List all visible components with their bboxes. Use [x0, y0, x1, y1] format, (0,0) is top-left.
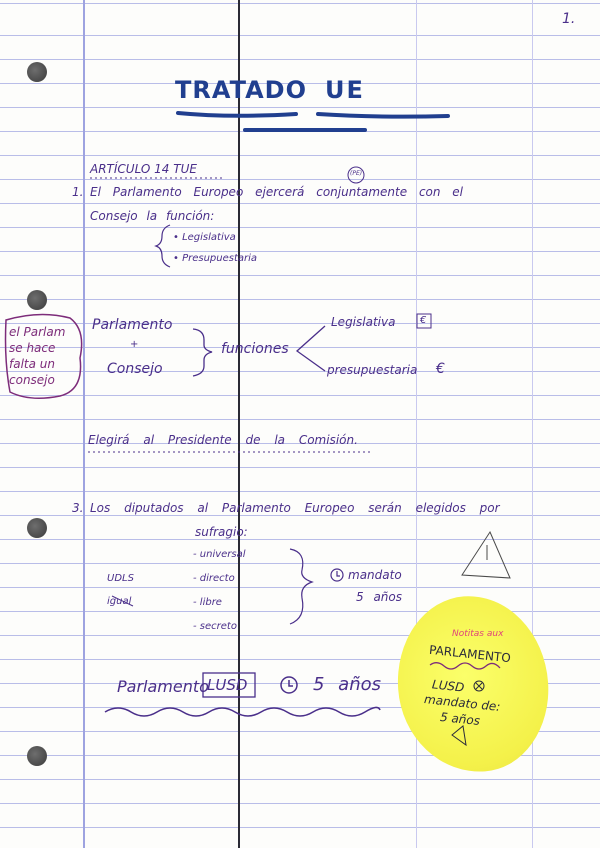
sufragio-universal: - universal: [193, 549, 246, 560]
paragraph-3-number: 3.: [72, 501, 84, 515]
paragraph-1-line-2: Consejo la función:: [90, 209, 215, 223]
margin-note-line: consejo: [9, 373, 55, 387]
lemon-note-line: mandato de:: [423, 692, 502, 714]
paragraph-1-number: 1.: [72, 185, 84, 199]
margin-note-line: se hace: [9, 341, 56, 355]
title-tratado: TRATADO: [175, 76, 307, 104]
lemon-note-line: LUSD: [431, 677, 465, 695]
abbrev-udls: UDLS: [107, 573, 134, 584]
lemon-note-title: Notitas aux: [452, 629, 504, 639]
diagram-consejo: Consejo: [107, 361, 163, 377]
paragraph-1-line-1: El Parlamento Europeo ejercerá conjuntamente con el: [90, 185, 464, 199]
abbrev-igual: igual: [107, 596, 132, 607]
lemon-note-line: PARLAMENTO: [428, 642, 512, 666]
sufragio-secreto: - secreto: [193, 621, 237, 632]
article-heading: ARTÍCULO 14 TUE: [90, 162, 197, 176]
diagram-funciones: funciones: [221, 341, 289, 357]
bottom-years: 5 años: [313, 674, 382, 695]
list-item-legislativa: • Legislativa: [173, 232, 236, 243]
diagram-parlamento: Parlamento: [92, 317, 173, 333]
sufragio-directo: - directo: [193, 573, 235, 584]
diagram-plus: +: [130, 339, 139, 350]
page-number: 1.: [562, 11, 576, 27]
lemon-note-line: 5 años: [439, 709, 481, 729]
margin-note-line: falta un: [9, 357, 55, 371]
mandato-years: 5 años: [356, 590, 403, 604]
euro-icon: €: [420, 315, 427, 326]
margin-note-line: el Parlam: [9, 325, 66, 339]
sufragio-libre: - libre: [193, 597, 222, 608]
paragraph-3-line-1: Los diputados al Parlamento Europeo serán elegidos por: [90, 501, 500, 515]
diagram-legislativa: Legislativa: [331, 315, 396, 329]
list-item-presupuestaria: • Presupuestaria: [173, 253, 258, 264]
euro-icon: €: [436, 361, 445, 377]
line-elegira: Elegirá al Presidente de la Comisión.: [88, 433, 358, 447]
bottom-lusd-box: LUSD: [207, 676, 248, 694]
paragraph-3-line-2: sufragio:: [195, 525, 248, 539]
bottom-parlamento: Parlamento: [117, 677, 209, 696]
pe-circle-label: (PE): [350, 170, 363, 177]
title-ue: UE: [325, 76, 365, 104]
mandato-label: mandato: [348, 568, 402, 582]
diagram-presupuestaria: presupuestaria: [327, 363, 418, 377]
